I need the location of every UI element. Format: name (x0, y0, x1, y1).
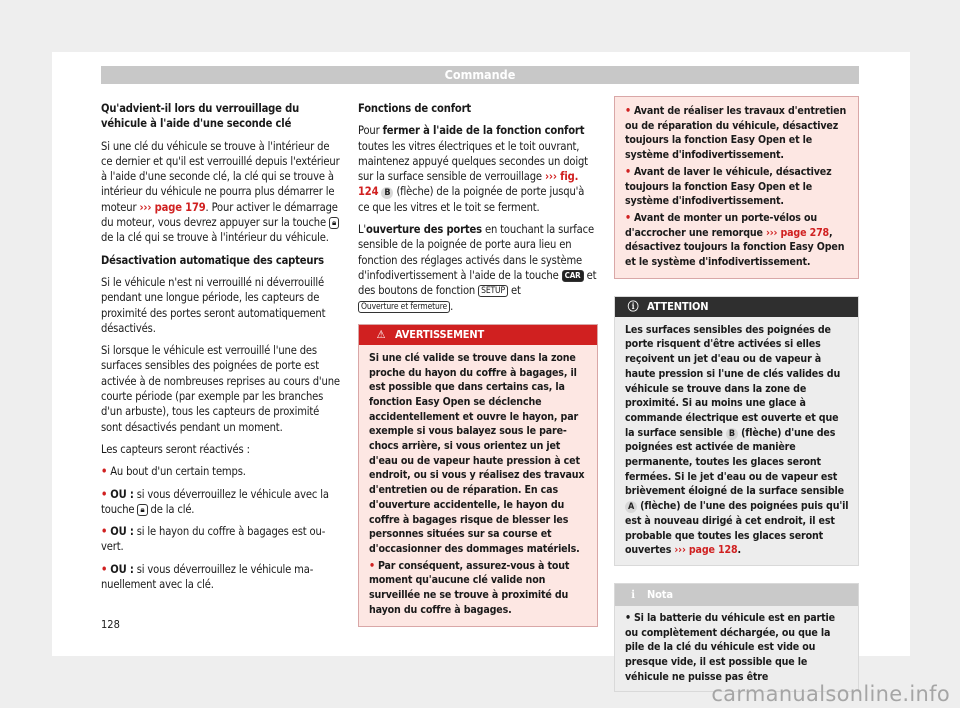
attention-circle-icon: ⓘ (627, 299, 639, 313)
callout-badge-b: B (381, 187, 393, 199)
text: (flèche) d'une des poignées est activée de manière permanente, toutes les glaces seront fermées. Si le jet d'eau ou de vapeur est brièvement éloigné de la surface sensible (625, 426, 844, 498)
text: ouverture des portes (366, 223, 482, 237)
page-number: 128 (101, 618, 120, 631)
text: et (507, 284, 521, 298)
car-key-icon: CAR (562, 270, 584, 282)
text: fermer à l'aide de la fonction confort (382, 124, 585, 138)
paragraph-second-key (101, 139, 341, 246)
text: Les surfaces sensibles des poignées de porte risquent d'être activées si elles reçoivent un jet d'eau ou de vapeur à haute pression si l'une de clés valides du véhicule se trouve dans la zone de proximité. Si au moins une glace à commande électrique est ouverte et que la surface sensible (625, 323, 841, 439)
column-1 (101, 101, 341, 599)
heading-comfort-functions: Fonctions de confort (358, 102, 471, 115)
heading-sensor-deactivation: Désactivation automatique des capteurs (101, 253, 324, 267)
text: OU : (110, 487, 134, 501)
page-link-278[interactable]: ››› page 278 (765, 226, 830, 239)
text: de la clé qui se trouve à l'intérieur du véhicule. (101, 231, 329, 245)
text: OU : (110, 525, 134, 539)
setup-key: SETUP (478, 285, 508, 297)
paragraph-sensors-1: Si le véhicule n'est ni verrouillé ni déverrouillé pendant une longue période, les capteurs de proximité des portes seront automatiquement désactivés. (101, 275, 326, 335)
text: Pour (358, 124, 383, 138)
attention-title: ATTENTION (647, 299, 709, 313)
bullet-icon: • (625, 611, 631, 624)
bullet-icon: • (101, 525, 108, 539)
list-item (625, 104, 850, 163)
text: Par conséquent, assurez-vous à tout moment qu'aucune clé valide non surveillée ne se trouve à proximité du hayon du coffre à bagages. (369, 559, 570, 616)
list-item (101, 562, 341, 593)
function-button-door: Ouverture et fermeture (358, 301, 450, 313)
bullet-icon: • (369, 559, 375, 572)
warning-body (615, 97, 858, 278)
text: Si la batterie du véhicule est en partie ou complètement déchargée, ou que la pile de la clé du véhicule est vide ou presque vide, il est possible que le véhicule ne puisse pas être (625, 611, 835, 683)
paragraph-sensors-2: Si lorsque le véhicule est verrouillé l'une des surfaces sensibles des poignées de porte est activée à de nombreuses reprises au cours d'une courte période (par exemple par les branches d'un arbuste), tous les capteurs de proximité sont désactivés pendant un moment. (101, 344, 340, 434)
callout-badge-b: B (726, 428, 738, 440)
lock-icon: 🔒︎ (137, 504, 147, 516)
list-item (625, 165, 850, 209)
column-3 (614, 96, 859, 692)
paragraph-sensors-reactivated: Les capteurs seront réactivés : (101, 442, 250, 456)
warning-header (359, 325, 597, 345)
watermark: carmanualsonline.info (711, 682, 950, 706)
list-item (369, 559, 589, 618)
paragraph-comfort-close (358, 123, 598, 215)
warning-box-continued (614, 96, 859, 279)
text: . (450, 299, 454, 313)
heading-second-key: Qu'advient-il lors du verrouillage du véhicule à l'aide d'une seconde clé (101, 102, 300, 131)
text: et des boutons de fonction (358, 268, 597, 298)
bullet-icon: • (101, 465, 108, 479)
text: OU : (110, 562, 134, 576)
list-item (101, 524, 341, 555)
column-2 (358, 101, 598, 627)
text: si vous déverrouillez le véhicule manuellement avec la clé. (101, 562, 314, 592)
text: Au bout d'un certain temps. (110, 465, 246, 479)
warning-triangle-icon: ⚠ (376, 327, 386, 341)
attention-header (615, 297, 858, 317)
note-header (615, 584, 858, 606)
list-item (625, 211, 850, 270)
lock-icon: 🔒︎ (329, 217, 339, 229)
bullet-icon: • (625, 105, 631, 117)
page-link-179[interactable]: ››› page 179 (139, 200, 206, 214)
warning-box (358, 324, 598, 627)
note-box (614, 583, 859, 692)
list-item (625, 611, 850, 685)
text: Avant de monter un porte-vélos ou d'accrocher une remorque (625, 211, 817, 239)
text: . Pour activer le démarrage du moteur, vous devrez appuyer sur la touche (101, 200, 338, 230)
bullet-icon: • (101, 562, 108, 576)
bullet-icon: • (625, 211, 631, 224)
text: (flèche) de l'une des poignées puis qu'il est à nouveau dirigé à cet endroit, il est probable que toutes les glaces seront ouvertes (625, 500, 849, 557)
attention-box (614, 296, 859, 566)
text: (flèche) de la poignée de porte jusqu'à ce que les vitres et le toit se ferment. (358, 185, 585, 214)
paragraph-door-opening (358, 222, 598, 314)
text: . (737, 544, 741, 557)
list-item (101, 464, 341, 479)
warning-body (359, 345, 597, 626)
text: en touchant la surface sensible de la poignée de porte aura lieu en fonction des réglages activés dans le système d'infodivertissement à l'aide de la touche (358, 223, 594, 282)
warning-title: AVERTISSEMENT (395, 327, 485, 341)
text: toutes les vitres électriques et le toit ouvrant, maintenez appuyé quelques secondes un doigt sur la surface sensible de verrouillage (358, 139, 588, 184)
note-title: Nota (647, 587, 673, 601)
attention-body (615, 317, 858, 565)
list-item (101, 487, 341, 518)
callout-badge-a: A (625, 501, 637, 513)
figure-link[interactable]: ››› fig. 124 (358, 170, 579, 199)
text: Avant de réaliser les travaux d'entretien ou de réparation du véhicule, désactivez toujours la fonction Easy Open et le système d'infodivertissement. (625, 105, 847, 162)
text: si le hayon du coffre à bagages est ouvert. (101, 525, 326, 554)
warning-paragraph: Si une clé valide se trouve dans la zone proche du hayon du coffre à bagages, il est possible que dans certains cas, la fonction Easy Open se déclenche accidentellement et ouvre le hayon, par exemple si vous balayez sous le pare-chocs arrière, si vous orientez un jet d'eau ou de vapeur haute pression à cet endroit, ou si vous y réalisez des travaux d'entretien ou de réparation. En cas d'ouverture accidentelle, le hayon du coffre à bagages risque de blesser les personnes situées sur sa course et d'occasionner des dommages matériels. (369, 351, 585, 555)
text: de la clé. (147, 502, 195, 516)
bullet-icon: • (625, 165, 631, 178)
note-body (615, 606, 858, 691)
info-icon: ℹ (631, 587, 635, 601)
page-link-128[interactable]: ››› page 128 (674, 544, 738, 557)
text: , désactivez toujours la fonction Easy Open et le système d'infodivertissement. (625, 226, 845, 269)
text: si vous déverrouillez le véhicule avec la touche (101, 487, 329, 516)
section-header: Commande (101, 66, 859, 84)
text: Si une clé du véhicule se trouve à l'intérieur de ce dernier et qu'il est verrouillé depuis l'extérieur à l'aide d'une seconde clé, la clé qui se trouve à intérieur du véhicule ne pourra plus démarrer le moteur (101, 139, 340, 214)
text: Avant de laver le véhicule, désactivez toujours la fonction Easy Open et le système d'infodivertissement. (625, 165, 832, 208)
bullet-icon: • (101, 487, 108, 501)
text: L' (358, 223, 366, 237)
